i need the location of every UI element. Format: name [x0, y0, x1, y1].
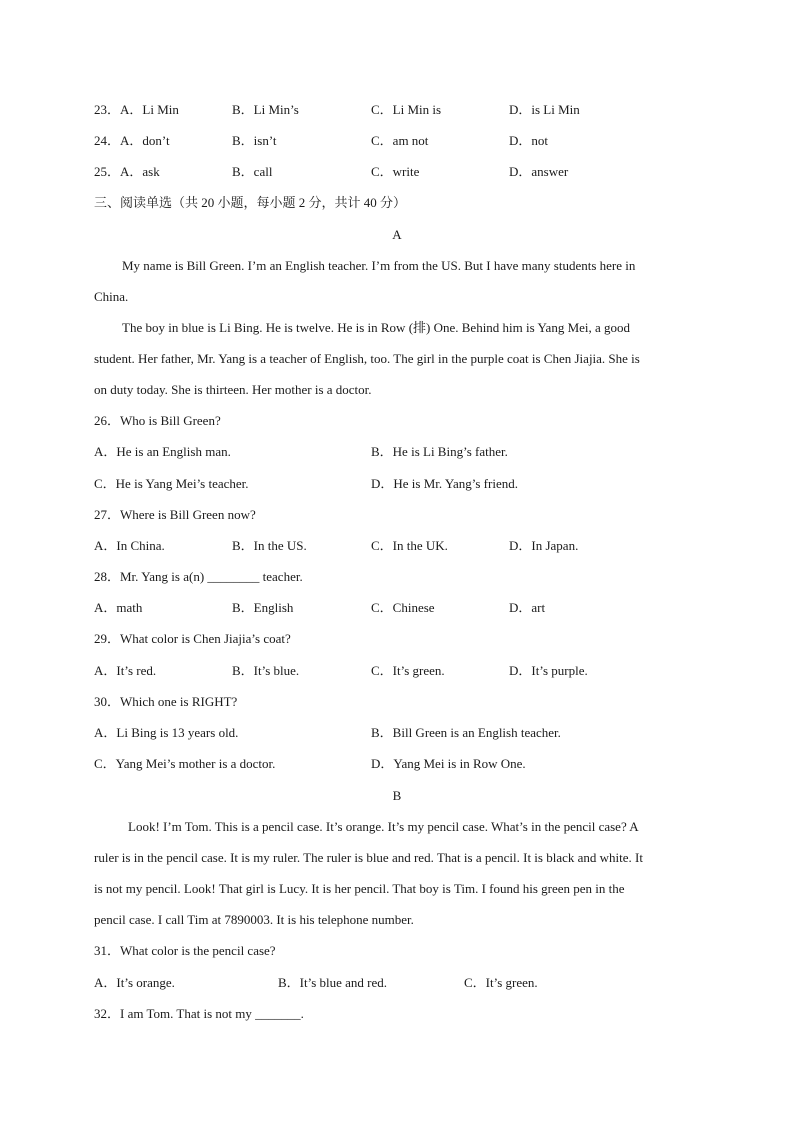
q25-option-d: D．answer	[509, 164, 569, 179]
passage-b-line: pencil case. I call Tim at 7890003. It is his telephone number.	[94, 912, 414, 927]
passage-b-line: is not my pencil. Look! That girl is Lucy. It is her pencil. That boy is Tim. I found his green pen in the	[94, 881, 625, 896]
q26-stem: 26．Who is Bill Green?	[94, 413, 221, 428]
q27-option-c: C．In the UK.	[371, 538, 448, 553]
passage-b-line: ruler is in the pencil case. It is my ruler. The ruler is blue and red. That is a pencil. It is black and white. It	[94, 850, 643, 865]
passage-a-line: The boy in blue is Li Bing. He is twelve. He is in Row (排) One. Behind him is Yang Mei, a good	[122, 320, 631, 335]
passage-b-label: B	[392, 788, 402, 803]
q29-stem: 29．What color is Chen Jiajia’s coat?	[94, 631, 291, 646]
q26-option-b: B．He is Li Bing’s father.	[371, 444, 508, 459]
q29-option-d: D．It’s purple.	[509, 663, 588, 678]
q31-option-a: A．It’s orange.	[94, 975, 175, 990]
passage-a-line: on duty today. She is thirteen. Her mother is a doctor.	[94, 382, 372, 397]
q27-option-d: D．In Japan.	[509, 538, 579, 553]
q30-stem: 30．Which one is RIGHT?	[94, 694, 238, 709]
q29-option-b: B．It’s blue.	[232, 663, 300, 678]
q24-option-c: C．am not	[371, 133, 429, 148]
q31-stem: 31．What color is the pencil case?	[94, 943, 276, 958]
passage-a-line: China.	[94, 289, 129, 304]
q30-option-b: B．Bill Green is an English teacher.	[371, 725, 561, 740]
q23-option-d: D．is Li Min	[509, 102, 580, 117]
q31-option-c: C．It’s green.	[464, 975, 538, 990]
q23-option-c: C．Li Min is	[371, 102, 442, 117]
q26-option-a: A．He is an English man.	[94, 444, 231, 459]
q28-stem: 28．Mr. Yang is a(n) ________ teacher.	[94, 569, 303, 584]
q29-option-c: C．It’s green.	[371, 663, 445, 678]
section-heading: 三、阅读单选（共 20 小题，每小题 2 分，共计 40 分）	[94, 195, 407, 210]
q25-option-b: B．call	[232, 164, 273, 179]
q26-option-d: D．He is Mr. Yang’s friend.	[371, 476, 518, 491]
q23-option-b: B．Li Min’s	[232, 102, 299, 117]
q31-option-b: B．It’s blue and red.	[278, 975, 388, 990]
q30-option-c: C．Yang Mei’s mother is a doctor.	[94, 756, 276, 771]
q28-option-b: B．English	[232, 600, 294, 615]
q32-stem: 32．I am Tom. That is not my _______.	[94, 1006, 304, 1021]
q24-option-a: 24．A．don’t	[94, 133, 170, 148]
passage-a-line: My name is Bill Green. I’m an English teacher. I’m from the US. But I have many students here in	[122, 258, 636, 273]
q29-option-a: A．It’s red.	[94, 663, 157, 678]
q30-option-a: A．Li Bing is 13 years old.	[94, 725, 239, 740]
passage-a-label: A	[392, 227, 402, 242]
q27-stem: 27．Where is Bill Green now?	[94, 507, 256, 522]
q26-option-c: C．He is Yang Mei’s teacher.	[94, 476, 249, 491]
passage-a-line: student. Her father, Mr. Yang is a teacher of English, too. The girl in the purple coat is Chen Jiajia. She is	[94, 351, 640, 366]
q24-option-d: D．not	[509, 133, 549, 148]
q28-option-a: A．math	[94, 600, 143, 615]
q25-option-a: 25．A．ask	[94, 164, 160, 179]
passage-b-line: Look! I’m Tom. This is a pencil case. It’s orange. It’s my pencil case. What’s in the pencil case? A	[128, 819, 639, 834]
q24-option-b: B．isn’t	[232, 133, 277, 148]
q28-option-c: C．Chinese	[371, 600, 435, 615]
q27-option-a: A．In China.	[94, 538, 165, 553]
q30-option-d: D．Yang Mei is in Row One.	[371, 756, 526, 771]
q25-option-c: C．write	[371, 164, 420, 179]
q27-option-b: B．In the US.	[232, 538, 307, 553]
q28-option-d: D．art	[509, 600, 546, 615]
q23-option-a: 23．A．Li Min	[94, 102, 179, 117]
